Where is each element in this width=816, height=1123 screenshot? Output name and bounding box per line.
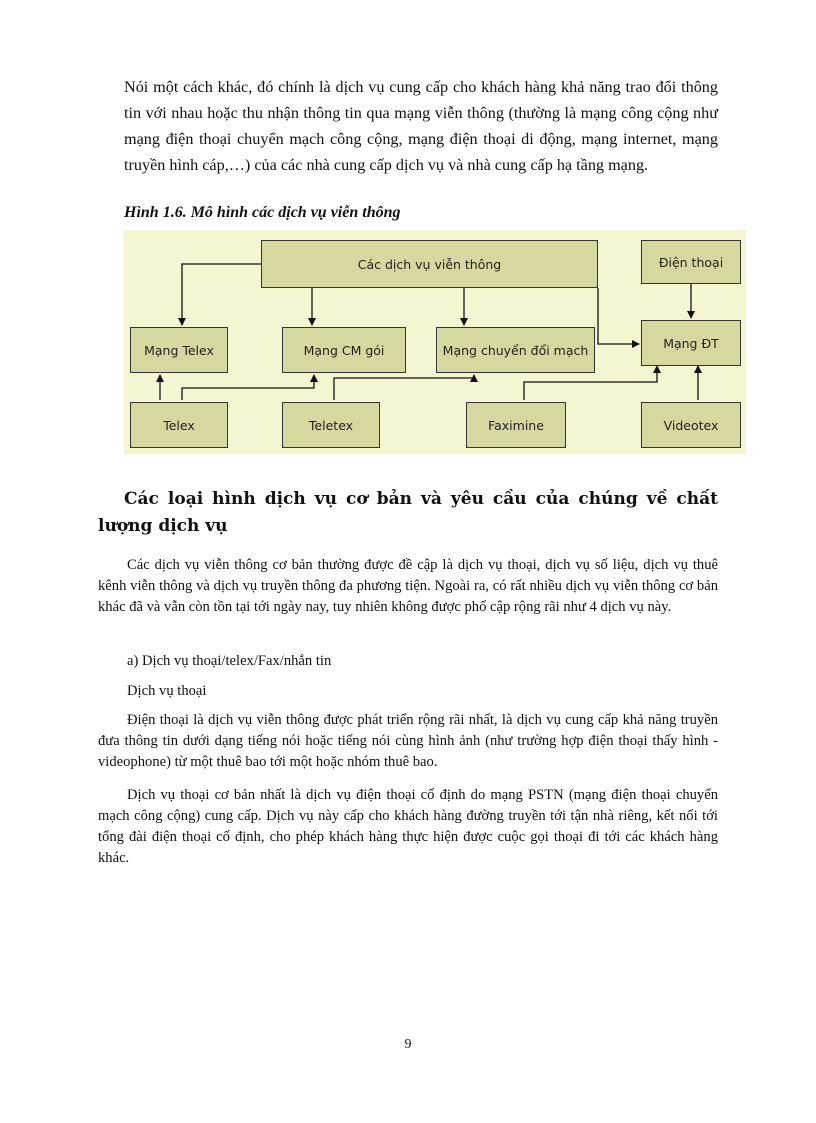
paragraph-telephone: Điện thoại là dịch vụ viễn thông được phát triển rộng rãi nhất, là dịch vụ cung cấp khả năng truyền đưa thông tin dưới dạng tiếng nói hoặc tiếng nói cùng hình ảnh (như trường hợp điện thoại thấy hình - videophone) từ một thuê bao tới một hoặc nhóm thuê bao. — [98, 712, 718, 770]
box-telecom-services: Các dịch vụ viễn thông — [261, 240, 598, 288]
paragraph-basic-services: Các dịch vụ viễn thông cơ bản thường được đề cập là dịch vụ thoại, dịch vụ số liệu, dịch vụ thuê kênh viễn thông và dịch vụ truyền thông đa phương tiện. Ngoài ra, có rất nhiều dịch vụ viễn thông cơ bản khác đã và vẫn còn tồn tại tới ngày nay, tuy nhiên không được phổ cập rộng rãi như 4 dịch vụ này. — [98, 557, 718, 615]
box-faximine: Faximine — [466, 402, 566, 448]
box-packet-network: Mạng CM gói — [282, 327, 406, 373]
arrow-telex-to-packet-net — [182, 375, 314, 400]
box-circuit-network: Mạng chuyển đổi mạch — [436, 327, 595, 373]
box-telex: Telex — [130, 402, 228, 448]
arrow-services-to-telex-net — [182, 264, 261, 325]
box-videotex: Videotex — [641, 402, 741, 448]
box-phone-network: Mạng ĐT — [641, 320, 741, 366]
box-teletex: Teletex — [282, 402, 380, 448]
intro-paragraph — [124, 74, 718, 178]
subsection-a-title: a) Dịch vụ thoại/telex/Fax/nhắn tin — [127, 653, 332, 669]
paragraph-pstn: Dịch vụ thoại cơ bản nhất là dịch vụ điện thoại cố định do mạng PSTN (mạng điện thoại chuyển mạch công cộng) cung cấp. Dịch vụ này cấp cho khách hàng đường truyền tới tận nhà riêng, kết nối tới tổng đài điện thoại cố định, cho phép khách hàng thực hiện được cuộc gọi thoại đi tới các khách hàng khác. — [98, 787, 718, 866]
intro-text: Nói một cách khác, đó chính là dịch vụ cung cấp cho khách hàng khả năng trao đổi thông tin với nhau hoặc thu nhận thông tin qua mạng viễn thông (thường là mạng công cộng như mạng điện thoại chuyển mạch công cộng, mạng điện thoại di động, mạng internet, mạng truyền hình cáp,…) của các nhà cung cấp dịch vụ và nhà cung cấp hạ tầng mạng. — [124, 78, 718, 174]
subsection-voice-title: Dịch vụ thoại — [127, 683, 207, 699]
box-phone: Điện thoại — [641, 240, 741, 284]
figure-caption: Hình 1.6. Mô hình các dịch vụ viễn thông — [124, 204, 401, 221]
section-heading: Các loại hình dịch vụ cơ bản và yêu cầu của chúng về chất lượng dịch vụ — [98, 489, 718, 536]
arrow-teletex-to-circuit-net — [334, 375, 474, 400]
telecom-services-diagram — [124, 230, 746, 454]
arrow-services-to-phone-net — [598, 288, 639, 344]
box-telex-network: Mạng Telex — [130, 327, 228, 373]
page-number: 9 — [404, 1037, 412, 1052]
